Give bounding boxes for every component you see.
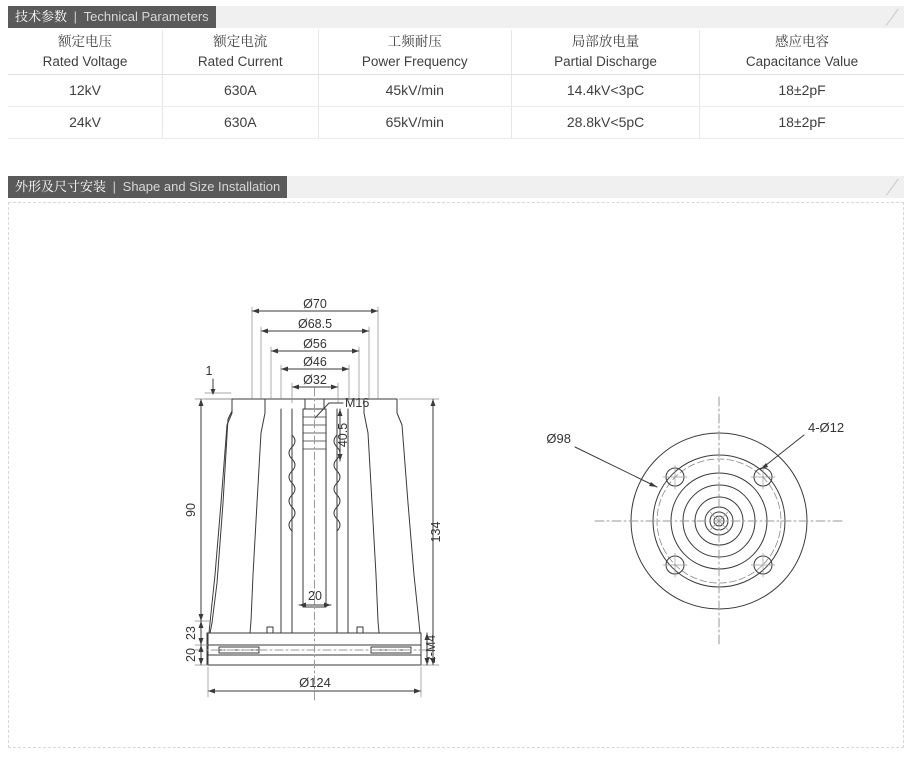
dimension-drawing-area — [8, 202, 904, 748]
technical-parameters-table — [8, 30, 904, 139]
table-cell: 630A — [163, 74, 318, 106]
table-cell: 65kV/min — [318, 106, 512, 138]
table-row — [8, 74, 904, 106]
label-d56: Ø56 — [303, 337, 327, 351]
label-height-1: 1 — [205, 364, 213, 378]
column-header-cn: 局部放电量 — [571, 34, 640, 50]
table-header-row — [8, 30, 904, 74]
label-m16: M16 — [345, 396, 370, 410]
section-tab — [8, 176, 287, 198]
table-cell: 12kV — [8, 74, 163, 106]
dim-90 — [195, 399, 231, 621]
label-width-20: 20 — [308, 589, 322, 603]
section-header-technical-parameters — [8, 6, 904, 28]
section-separator: | — [112, 179, 117, 194]
leader-d98 — [575, 447, 657, 487]
label-d70: Ø70 — [303, 297, 327, 311]
column-header-en: Power Frequency — [361, 53, 468, 69]
label-d46: Ø46 — [303, 355, 327, 369]
label-height-20: 20 — [184, 648, 198, 662]
slash-decor-icon: ╱ — [885, 178, 898, 195]
section-title-en: Shape and Size Installation — [122, 179, 281, 194]
table-cell: 18±2pF — [700, 106, 904, 138]
table-cell: 28.8kV<5pC — [512, 106, 700, 138]
section-title-cn: 技术参数 — [15, 9, 68, 24]
top-view — [575, 397, 843, 645]
table-column-header — [700, 30, 904, 74]
label-height-90: 90 — [184, 503, 198, 517]
column-header-en: Rated Voltage — [42, 53, 128, 69]
table-cell: 24kV — [8, 106, 163, 138]
column-header-cn: 额定电压 — [58, 34, 113, 50]
table-column-header — [8, 30, 163, 74]
table-cell: 14.4kV<3pC — [512, 74, 700, 106]
label-2-m4: 2-M4 — [424, 634, 438, 664]
label-4-d12: 4-Ø12 — [808, 420, 845, 435]
table-cell: 45kV/min — [318, 74, 512, 106]
section-separator: | — [73, 9, 78, 24]
label-height-134: 134 — [429, 521, 443, 543]
section-title-en: Technical Parameters — [83, 9, 209, 24]
dim-1 — [205, 379, 231, 399]
column-header-en: Rated Current — [197, 53, 283, 69]
column-header-cn: 感应电容 — [775, 34, 830, 50]
label-d124: Ø124 — [299, 675, 331, 690]
table-cell: 18±2pF — [700, 74, 904, 106]
label-d32: Ø32 — [303, 373, 327, 387]
table-cell: 630A — [163, 106, 318, 138]
label-height-40-5: 40.5 — [336, 422, 350, 448]
table-column-header — [512, 30, 700, 74]
leader-4-d12 — [761, 435, 804, 469]
section-tab — [8, 6, 216, 28]
column-header-cn: 额定电流 — [213, 34, 268, 50]
label-d98: Ø98 — [546, 431, 571, 446]
table-column-header — [318, 30, 512, 74]
table-column-header — [163, 30, 318, 74]
column-header-en: Partial Discharge — [554, 53, 657, 69]
section-header-shape-size-installation — [8, 176, 904, 198]
column-header-cn: 工频耐压 — [387, 34, 442, 50]
label-height-23: 23 — [184, 626, 198, 640]
column-header-en: Capacitance Value — [745, 53, 859, 69]
slash-decor-icon: ╱ — [885, 8, 898, 25]
section-title-cn: 外形及尺寸安装 — [15, 179, 107, 194]
dimension-drawing — [9, 203, 905, 749]
label-d685: Ø68.5 — [297, 317, 333, 331]
table-row — [8, 106, 904, 138]
